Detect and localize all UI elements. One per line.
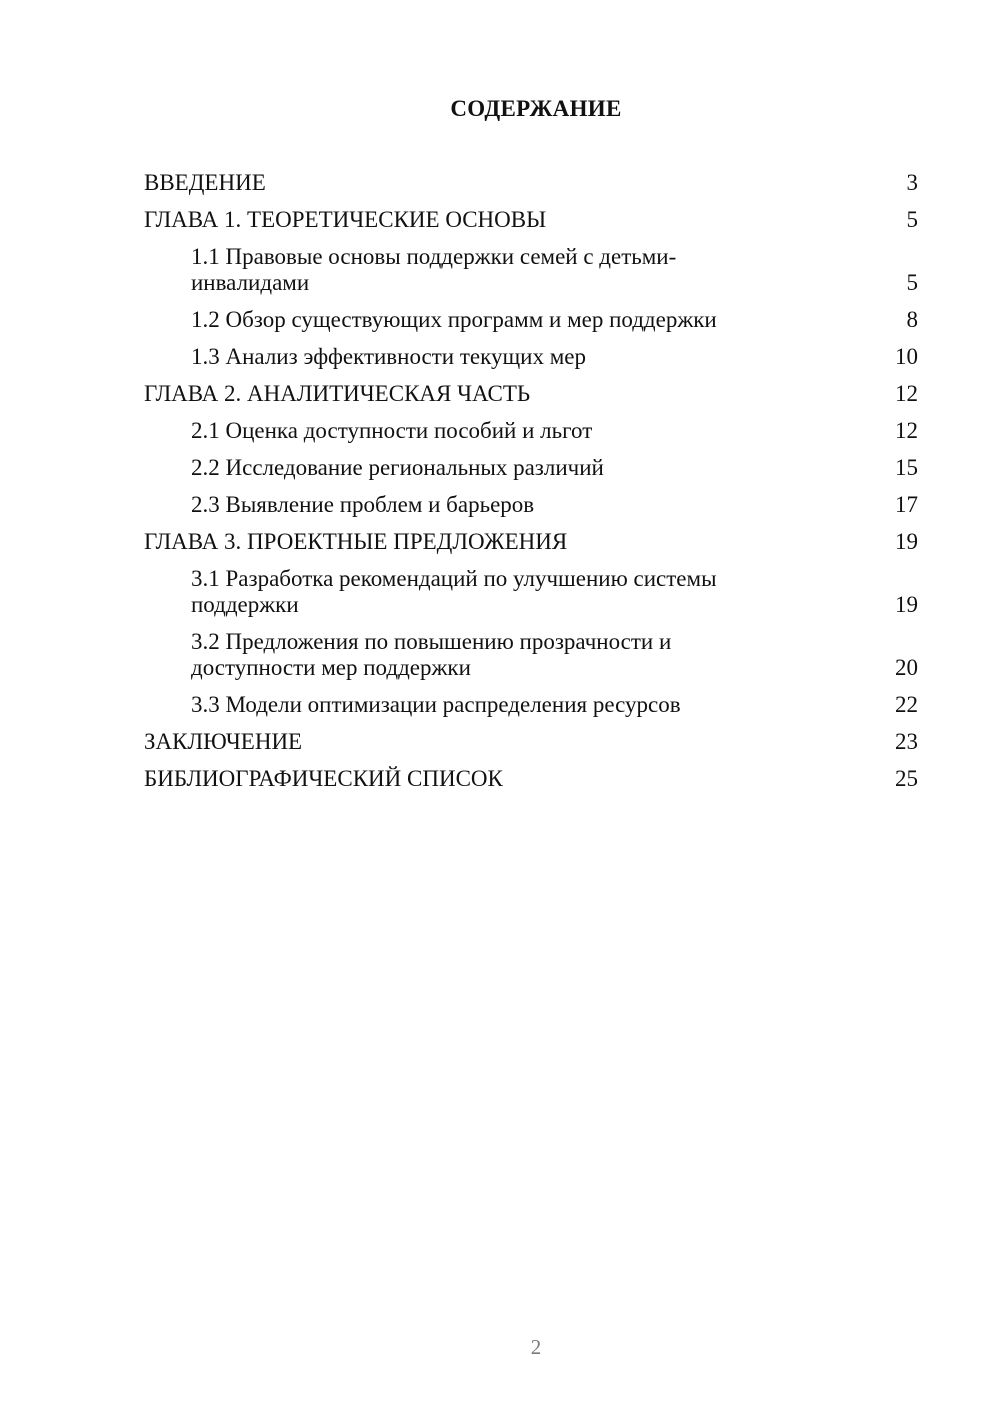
toc-entry-label: ГЛАВА 1. ТЕОРЕТИЧЕСКИЕ ОСНОВЫ <box>144 207 547 232</box>
page-title: СОДЕРЖАНИЕ <box>450 96 622 121</box>
toc-entry-section-2-1 <box>144 418 918 444</box>
toc-entry-section-1-3 <box>144 344 918 370</box>
toc-entry-section-1-2 <box>144 307 918 333</box>
toc-entry-label: 2.3 Выявление проблем и барьеров <box>191 492 535 517</box>
toc-entry-label: 1.1 Правовые основы поддержки семей с детьми-инвалидами <box>191 244 677 295</box>
toc-entry-page: 3 <box>906 170 918 195</box>
toc-entry-page: 19 <box>895 592 918 617</box>
toc-entry-introduction <box>144 170 918 196</box>
toc-entry-label: 3.3 Модели оптимизации распределения ресурсов <box>191 692 681 717</box>
toc-entry-page: 20 <box>895 655 918 680</box>
table-of-contents <box>144 170 918 803</box>
toc-entry-label: ВВЕДЕНИЕ <box>144 170 266 195</box>
page-number: 2 <box>530 1335 542 1359</box>
toc-entry-label: 1.2 Обзор существующих программ и мер поддержки <box>191 307 717 332</box>
toc-entry-label: ЗАКЛЮЧЕНИЕ <box>144 729 303 754</box>
toc-entry-page: 5 <box>906 207 918 232</box>
toc-entry-section-3-1 <box>144 566 918 618</box>
toc-entry-conclusion <box>144 729 918 755</box>
toc-entry-label: 2.2 Исследование региональных различий <box>191 455 604 480</box>
toc-entry-section-3-2 <box>144 629 918 681</box>
toc-entry-label: ГЛАВА 2. АНАЛИТИЧЕСКАЯ ЧАСТЬ <box>144 381 531 406</box>
toc-entry-chapter-2 <box>144 381 918 407</box>
toc-entry-chapter-1 <box>144 207 918 233</box>
toc-entry-label: 3.2 Предложения по повышению прозрачности и доступности мер поддержки <box>191 629 672 680</box>
toc-entry-label: 3.1 Разработка рекомендаций по улучшению системы поддержки <box>191 566 717 617</box>
toc-entry-page: 17 <box>895 492 918 517</box>
toc-entry-page: 23 <box>895 729 918 754</box>
toc-entry-page: 10 <box>895 344 918 369</box>
toc-entry-label: ГЛАВА 3. ПРОЕКТНЫЕ ПРЕДЛОЖЕНИЯ <box>144 529 568 554</box>
toc-entry-section-3-3 <box>144 692 918 718</box>
toc-entry-section-2-3 <box>144 492 918 518</box>
toc-entry-label: 2.1 Оценка доступности пособий и льгот <box>191 418 593 443</box>
toc-entry-section-1-1 <box>144 244 918 296</box>
toc-entry-page: 8 <box>906 307 918 332</box>
toc-entry-page: 12 <box>895 418 918 443</box>
toc-entry-page: 15 <box>895 455 918 480</box>
toc-entry-label: БИБЛИОГРАФИЧЕСКИЙ СПИСОК <box>144 766 503 791</box>
toc-entry-section-2-2 <box>144 455 918 481</box>
toc-entry-page: 22 <box>895 692 918 717</box>
toc-entry-page: 12 <box>895 381 918 406</box>
toc-entry-page: 5 <box>906 270 918 295</box>
toc-entry-page: 25 <box>895 766 918 791</box>
toc-entry-page: 19 <box>895 529 918 554</box>
toc-entry-label: 1.3 Анализ эффективности текущих мер <box>191 344 586 369</box>
toc-entry-bibliography <box>144 766 918 792</box>
toc-entry-chapter-3 <box>144 529 918 555</box>
